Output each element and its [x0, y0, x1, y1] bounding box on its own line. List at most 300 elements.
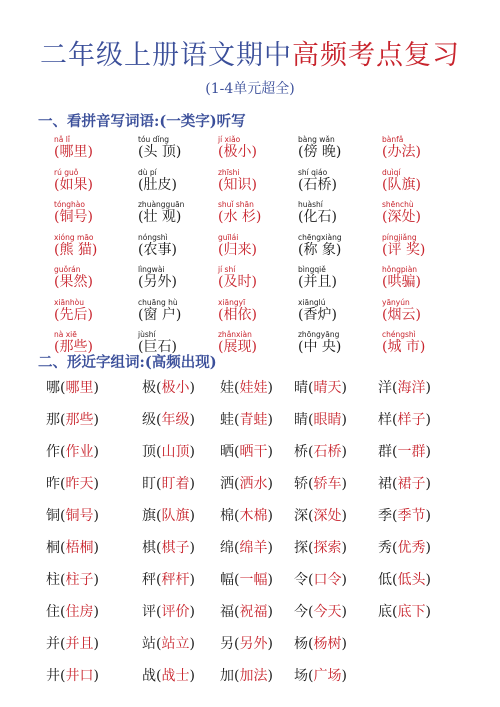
compound-word: 加法 — [239, 668, 268, 684]
open-paren: ( — [60, 540, 66, 556]
close-paren: ) — [341, 412, 347, 428]
open-paren: ( — [156, 636, 162, 652]
word-item — [294, 602, 347, 622]
base-character: 评 — [142, 604, 156, 620]
open-paren: ( — [392, 380, 398, 396]
hanzi-word: (窗 户) — [138, 306, 182, 323]
base-character: 桥 — [294, 444, 308, 460]
close-paren: ) — [267, 668, 273, 684]
base-character: 杨 — [294, 636, 308, 652]
close-paren: ) — [267, 508, 273, 524]
pinyin-text: tóu dǐng — [138, 135, 170, 144]
word-item — [46, 506, 99, 526]
pinyin-text: nǎ lǐ — [54, 135, 70, 144]
hanzi-word: (化石) — [298, 209, 337, 225]
close-paren: ) — [425, 412, 431, 428]
pinyin-text: rú guǒ — [54, 167, 79, 177]
close-paren: ) — [267, 540, 273, 556]
pinyin-text: chéngshì — [382, 330, 416, 339]
compound-word: 那些 — [65, 412, 94, 428]
compound-word: 青蛙 — [239, 412, 268, 428]
hanzi-word: (极小) — [218, 144, 257, 160]
pinyin-item — [382, 233, 462, 259]
hanzi-word: (中 央) — [298, 339, 342, 355]
pinyin-item — [298, 168, 378, 194]
word-row — [46, 378, 466, 410]
pinyin-item — [138, 265, 218, 291]
compound-word: 优秀 — [397, 540, 426, 556]
hanzi-word: (水 杉) — [218, 209, 262, 225]
compound-word: 轿车 — [313, 476, 342, 492]
close-paren: ) — [93, 540, 99, 556]
close-paren: ) — [341, 476, 347, 492]
close-paren: ) — [189, 636, 195, 652]
compound-word: 另外 — [239, 636, 268, 652]
open-paren: ( — [234, 540, 240, 556]
base-character: 福 — [220, 604, 234, 620]
pinyin-text: jùshí — [138, 330, 156, 339]
compound-word: 石桥 — [313, 444, 342, 460]
hanzi-word: (队旗) — [382, 176, 421, 193]
hanzi-word: (归来) — [218, 241, 257, 258]
hanzi-word: (如果) — [54, 176, 93, 193]
hanzi-word: (头 顶) — [138, 144, 182, 160]
word-item — [142, 570, 195, 590]
compound-word: 今天 — [313, 604, 342, 620]
pinyin-row — [54, 168, 454, 201]
base-character: 群 — [378, 444, 392, 460]
close-paren: ) — [93, 508, 99, 524]
page-title — [0, 40, 500, 72]
close-paren: ) — [341, 508, 347, 524]
base-character: 昨 — [46, 476, 60, 492]
compound-word: 井口 — [65, 668, 94, 684]
hanzi-word: (相依) — [218, 306, 257, 323]
hanzi-word: (果然) — [54, 274, 93, 290]
hanzi-word: (知识) — [218, 176, 257, 193]
pinyin-text: hǒngpiàn — [382, 265, 418, 274]
pinyin-text: shí qiáo — [298, 167, 328, 177]
pinyin-item — [218, 168, 298, 194]
word-item — [220, 442, 273, 462]
pinyin-item — [382, 200, 462, 226]
pinyin-text: zhuàngguān — [138, 200, 185, 209]
hanzi-word: (农事) — [138, 241, 177, 258]
hanzi-word: (傍 晚) — [298, 144, 342, 160]
compound-word: 口令 — [313, 572, 342, 588]
word-item — [142, 378, 195, 398]
pinyin-row — [54, 265, 454, 298]
open-paren: ( — [308, 540, 314, 556]
open-paren: ( — [156, 540, 162, 556]
base-character: 战 — [142, 668, 156, 684]
compound-word: 极小 — [161, 380, 190, 396]
open-paren: ( — [60, 412, 66, 428]
compound-word: 棋子 — [161, 540, 190, 556]
base-character: 幅 — [220, 572, 234, 588]
word-item — [142, 410, 195, 430]
word-item — [378, 378, 431, 398]
word-item — [46, 666, 99, 686]
pinyin-text: xiāngyī — [218, 297, 246, 307]
pinyin-text: huàshí — [298, 200, 323, 209]
open-paren: ( — [156, 508, 162, 524]
pinyin-item — [382, 135, 462, 161]
page-subtitle: (1-4单元超全) — [205, 81, 295, 97]
hanzi-word: (城 市) — [382, 339, 426, 355]
close-paren: ) — [189, 412, 195, 428]
open-paren: ( — [60, 636, 66, 652]
close-paren: ) — [267, 412, 273, 428]
word-row — [46, 666, 466, 698]
compound-word: 娃娃 — [239, 380, 268, 396]
close-paren: ) — [425, 476, 431, 492]
open-paren: ( — [392, 476, 398, 492]
pinyin-text: zhōngyāng — [298, 330, 340, 339]
pinyin-text: bìngqiě — [298, 265, 326, 274]
title-blue-part: 二年级上册语文期中 — [40, 40, 292, 71]
open-paren: ( — [308, 572, 314, 588]
word-item — [46, 570, 99, 590]
pinyin-text: lìngwài — [138, 265, 165, 274]
pinyin-item — [218, 135, 298, 161]
open-paren: ( — [392, 540, 398, 556]
close-paren: ) — [93, 412, 99, 428]
close-paren: ) — [341, 572, 347, 588]
base-character: 并 — [46, 636, 60, 652]
pinyin-item — [298, 233, 378, 259]
base-character: 级 — [142, 412, 156, 428]
word-item — [378, 570, 431, 590]
base-character: 场 — [294, 668, 308, 684]
word-item — [294, 570, 347, 590]
close-paren: ) — [425, 508, 431, 524]
close-paren: ) — [341, 380, 347, 396]
close-paren: ) — [341, 604, 347, 620]
open-paren: ( — [308, 508, 314, 524]
base-character: 蛙 — [220, 412, 234, 428]
pinyin-text: shēnchù — [382, 200, 414, 209]
word-row — [46, 506, 466, 538]
close-paren: ) — [189, 572, 195, 588]
close-paren: ) — [425, 444, 431, 460]
word-row — [46, 442, 466, 474]
hanzi-word: (及时) — [218, 274, 257, 290]
pinyin-item — [218, 330, 298, 356]
pinyin-text: guīlái — [218, 232, 239, 242]
pinyin-item — [298, 200, 378, 226]
pinyin-item — [382, 298, 462, 324]
hanzi-word: (先后) — [54, 306, 93, 323]
open-paren: ( — [308, 604, 314, 620]
open-paren: ( — [308, 380, 314, 396]
word-item — [142, 442, 195, 462]
base-character: 轿 — [294, 476, 308, 492]
compound-word: 铜号 — [65, 508, 94, 524]
open-paren: ( — [308, 636, 314, 652]
pinyin-item — [54, 233, 134, 259]
pinyin-text: duìqí — [382, 167, 401, 177]
pinyin-text: píngjiǎng — [382, 232, 417, 242]
word-item — [46, 378, 99, 398]
close-paren: ) — [93, 636, 99, 652]
pinyin-item — [54, 330, 134, 356]
hanzi-word: (巨石) — [138, 339, 177, 355]
pinyin-item — [218, 233, 298, 259]
pinyin-text: chuāng hù — [138, 297, 178, 307]
close-paren: ) — [425, 540, 431, 556]
pinyin-row — [54, 233, 454, 266]
open-paren: ( — [308, 668, 314, 684]
pinyin-item — [298, 330, 378, 356]
compound-word: 低头 — [397, 572, 426, 588]
base-character: 洋 — [378, 380, 392, 396]
compound-word: 眼睛 — [313, 412, 342, 428]
word-item — [220, 506, 273, 526]
word-item — [378, 442, 431, 462]
compound-word: 并且 — [65, 636, 94, 652]
word-item — [294, 666, 347, 686]
base-character: 住 — [46, 604, 60, 620]
pinyin-item — [138, 330, 218, 356]
close-paren: ) — [93, 668, 99, 684]
pinyin-item — [138, 233, 218, 259]
close-paren: ) — [267, 444, 273, 460]
word-item — [220, 378, 273, 398]
compound-word: 盯着 — [161, 476, 190, 492]
hanzi-word: (熊 猫) — [54, 241, 98, 258]
base-character: 旗 — [142, 508, 156, 524]
open-paren: ( — [156, 444, 162, 460]
open-paren: ( — [392, 412, 398, 428]
compound-word: 洒水 — [239, 476, 268, 492]
pinyin-text: jí xiǎo — [218, 135, 241, 144]
compound-word: 晴天 — [313, 380, 342, 396]
hanzi-word: (铜号) — [54, 209, 93, 225]
pinyin-row — [54, 135, 454, 168]
close-paren: ) — [267, 380, 273, 396]
open-paren: ( — [392, 572, 398, 588]
open-paren: ( — [308, 476, 314, 492]
pinyin-text: nà xiē — [54, 330, 77, 339]
word-item — [220, 666, 273, 686]
pinyin-item — [382, 168, 462, 194]
open-paren: ( — [234, 476, 240, 492]
open-paren: ( — [392, 444, 398, 460]
word-item — [294, 538, 347, 558]
base-character: 站 — [142, 636, 156, 652]
pinyin-item — [54, 265, 134, 291]
word-item — [220, 570, 273, 590]
close-paren: ) — [93, 572, 99, 588]
pinyin-item — [298, 265, 378, 291]
open-paren: ( — [60, 444, 66, 460]
pinyin-text: nóngshì — [138, 232, 168, 242]
word-item — [294, 378, 347, 398]
close-paren: ) — [425, 604, 431, 620]
base-character: 深 — [294, 508, 308, 524]
base-character: 令 — [294, 572, 308, 588]
base-character: 铜 — [46, 508, 60, 524]
word-item — [378, 410, 431, 430]
close-paren: ) — [267, 604, 273, 620]
word-item — [142, 538, 195, 558]
compound-word: 队旗 — [161, 508, 190, 524]
pinyin-item — [138, 200, 218, 226]
pinyin-text: chēngxiàng — [298, 232, 342, 242]
base-character: 作 — [46, 444, 60, 460]
pinyin-item — [218, 200, 298, 226]
close-paren: ) — [93, 476, 99, 492]
base-character: 娃 — [220, 380, 234, 396]
open-paren: ( — [308, 412, 314, 428]
close-paren: ) — [267, 636, 273, 652]
base-character: 哪 — [46, 380, 60, 396]
compound-word: 梧桐 — [65, 540, 94, 556]
compound-word: 站立 — [161, 636, 190, 652]
open-paren: ( — [392, 508, 398, 524]
close-paren: ) — [189, 508, 195, 524]
compound-word: 战士 — [161, 668, 190, 684]
base-character: 盯 — [142, 476, 156, 492]
pinyin-item — [138, 168, 218, 194]
pinyin-text: yānyún — [382, 297, 410, 307]
similar-character-grid — [46, 378, 466, 698]
pinyin-text: dù pí — [138, 167, 157, 177]
compound-word: 海洋 — [397, 380, 426, 396]
word-item — [142, 634, 195, 654]
pinyin-item — [218, 298, 298, 324]
close-paren: ) — [267, 476, 273, 492]
compound-word: 哪里 — [65, 380, 94, 396]
compound-word: 绵羊 — [239, 540, 268, 556]
compound-word: 杨树 — [313, 636, 342, 652]
compound-word: 木棉 — [239, 508, 268, 524]
word-item — [46, 442, 99, 462]
pinyin-item — [298, 298, 378, 324]
section-1-title: 一、看拼音写词语:(一类字)听写 — [38, 113, 246, 130]
base-character: 棉 — [220, 508, 234, 524]
compound-word: 晒干 — [239, 444, 268, 460]
close-paren: ) — [189, 380, 195, 396]
compound-word: 一幅 — [239, 572, 268, 588]
base-character: 绵 — [220, 540, 234, 556]
close-paren: ) — [189, 476, 195, 492]
open-paren: ( — [60, 668, 66, 684]
hanzi-word: (并且) — [298, 274, 337, 290]
pinyin-text: shuǐ shān — [218, 200, 254, 209]
word-row — [46, 602, 466, 634]
compound-word: 山顶 — [161, 444, 190, 460]
pinyin-word-grid — [54, 135, 454, 363]
compound-word: 季节 — [397, 508, 426, 524]
base-character: 极 — [142, 380, 156, 396]
close-paren: ) — [189, 668, 195, 684]
base-character: 晒 — [220, 444, 234, 460]
open-paren: ( — [156, 476, 162, 492]
compound-word: 秤杆 — [161, 572, 190, 588]
close-paren: ) — [189, 540, 195, 556]
hanzi-word: (烟云) — [382, 306, 421, 323]
open-paren: ( — [234, 444, 240, 460]
compound-word: 裙子 — [397, 476, 426, 492]
base-character: 加 — [220, 668, 234, 684]
word-item — [142, 602, 195, 622]
close-paren: ) — [189, 604, 195, 620]
base-character: 秤 — [142, 572, 156, 588]
word-row — [46, 410, 466, 442]
word-item — [220, 410, 273, 430]
close-paren: ) — [425, 572, 431, 588]
close-paren: ) — [341, 636, 347, 652]
base-character: 睛 — [294, 412, 308, 428]
close-paren: ) — [93, 604, 99, 620]
open-paren: ( — [60, 604, 66, 620]
base-character: 井 — [46, 668, 60, 684]
open-paren: ( — [234, 380, 240, 396]
compound-word: 一群 — [397, 444, 426, 460]
hanzi-word: (称 象) — [298, 241, 342, 258]
open-paren: ( — [156, 604, 162, 620]
open-paren: ( — [156, 668, 162, 684]
word-item — [220, 474, 273, 494]
base-character: 晴 — [294, 380, 308, 396]
pinyin-item — [382, 265, 462, 291]
base-character: 底 — [378, 604, 392, 620]
open-paren: ( — [308, 444, 314, 460]
base-character: 洒 — [220, 476, 234, 492]
pinyin-text: zhīshi — [218, 167, 240, 177]
title-red-part: 高频考点复习 — [292, 40, 460, 71]
hanzi-word: (展现) — [218, 339, 257, 355]
hanzi-word: (壮 观) — [138, 209, 182, 225]
compound-word: 柱子 — [65, 572, 94, 588]
base-character: 那 — [46, 412, 60, 428]
open-paren: ( — [156, 380, 162, 396]
close-paren: ) — [341, 668, 347, 684]
word-row — [46, 634, 466, 666]
pinyin-item — [54, 135, 134, 161]
word-item — [294, 442, 347, 462]
compound-word: 底下 — [397, 604, 426, 620]
base-character: 秀 — [378, 540, 392, 556]
pinyin-text: guǒrán — [54, 265, 81, 274]
open-paren: ( — [60, 508, 66, 524]
compound-word: 评价 — [161, 604, 190, 620]
close-paren: ) — [341, 540, 347, 556]
word-item — [46, 538, 99, 558]
word-item — [220, 602, 273, 622]
pinyin-item — [54, 168, 134, 194]
hanzi-word: (香炉) — [298, 306, 337, 323]
close-paren: ) — [93, 444, 99, 460]
close-paren: ) — [93, 380, 99, 396]
word-item — [142, 666, 195, 686]
open-paren: ( — [60, 572, 66, 588]
word-item — [142, 474, 195, 494]
pinyin-item — [138, 135, 218, 161]
hanzi-word: (哪里) — [54, 144, 93, 160]
word-item — [378, 602, 431, 622]
pinyin-text: xióng māo — [54, 232, 94, 242]
hanzi-word: (评 奖) — [382, 241, 426, 258]
open-paren: ( — [60, 476, 66, 492]
close-paren: ) — [341, 444, 347, 460]
pinyin-item — [382, 330, 462, 356]
word-item — [46, 410, 99, 430]
pinyin-text: jí shí — [218, 265, 236, 274]
base-character: 季 — [378, 508, 392, 524]
